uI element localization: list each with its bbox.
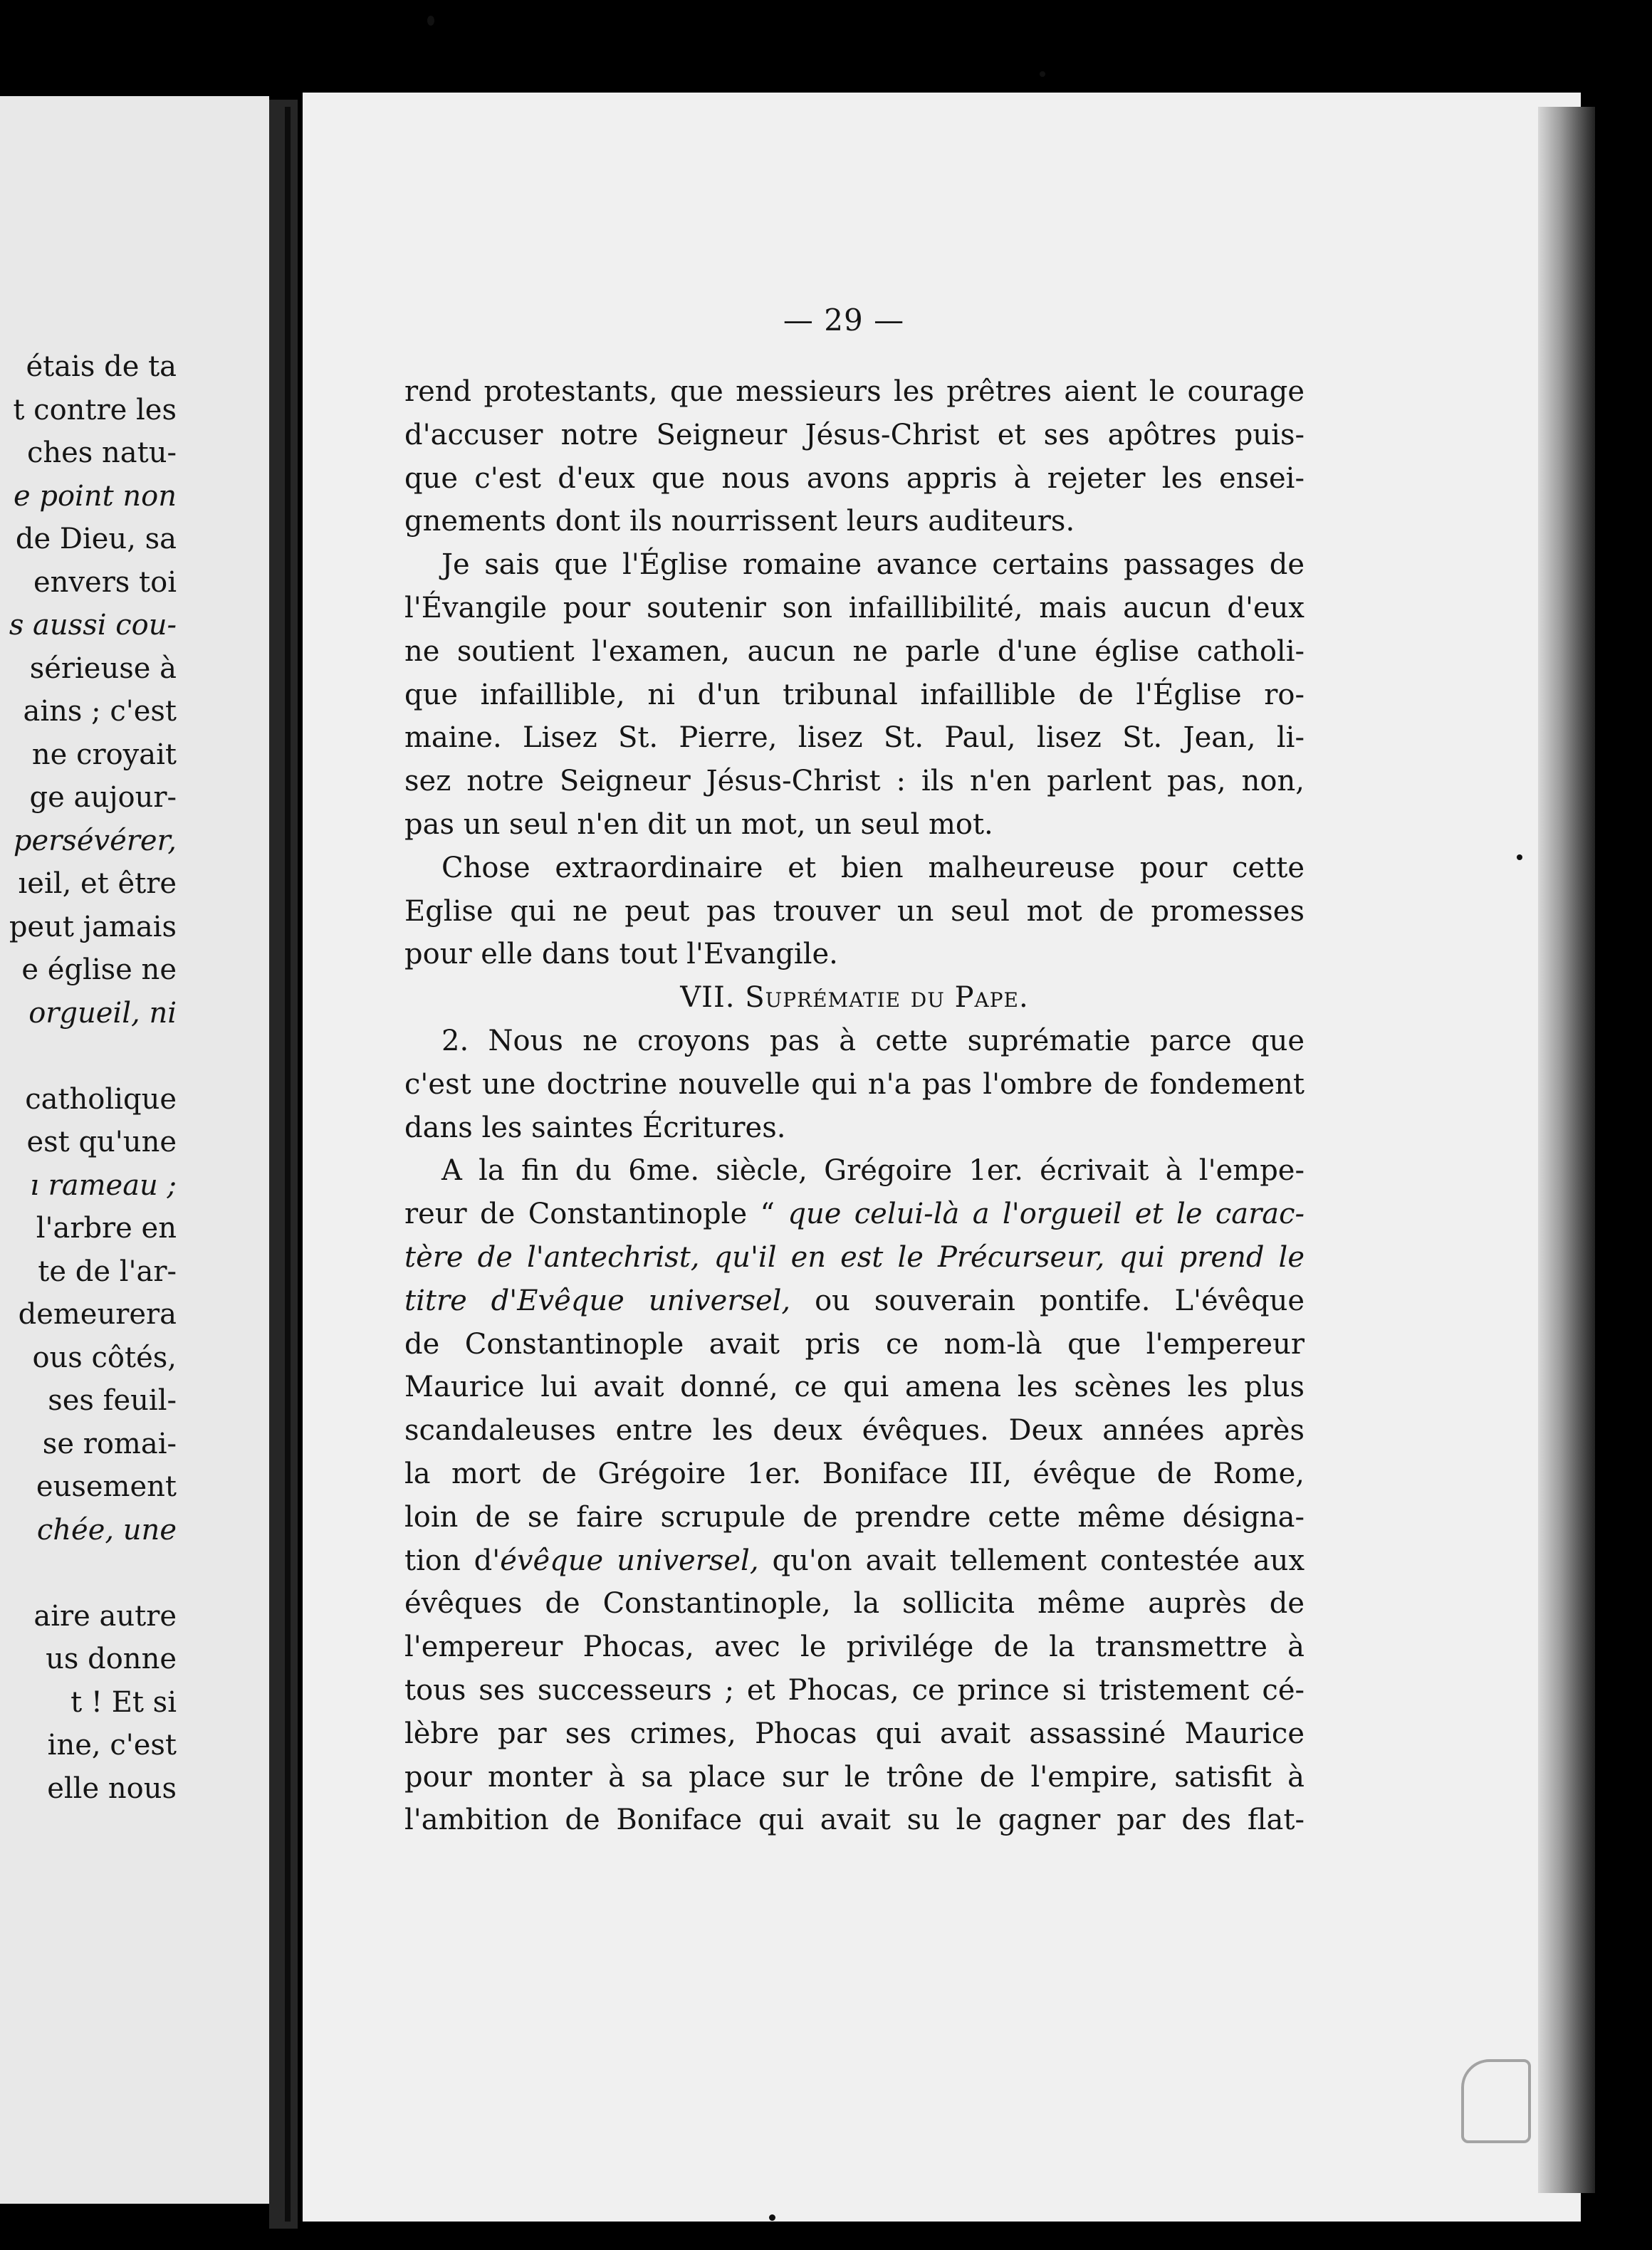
- left-facing-page: [0, 96, 269, 2204]
- text-line: la mort de Grégoire 1er. Boniface III, évêque de Rome,: [404, 1457, 1305, 1490]
- left-page-line: ge aujour-: [29, 781, 177, 814]
- left-page-line: eusement: [36, 1470, 177, 1503]
- left-page-line: us donne: [46, 1643, 177, 1675]
- text-line: [404, 1539, 1305, 1583]
- page-corner-mark: [1461, 2059, 1531, 2143]
- left-page-line: se romai-: [42, 1427, 177, 1460]
- text-run: tion d': [404, 1544, 501, 1577]
- left-page-line: t contre les: [13, 393, 177, 427]
- left-page-line: elle nous: [47, 1772, 177, 1805]
- left-page-line: ous côtés,: [32, 1341, 177, 1374]
- scan-speck: [427, 16, 434, 26]
- text-line: de Constantinople avait pris ce nom-là que l'empereur: [404, 1327, 1305, 1361]
- page-edge-shadow: [1538, 107, 1595, 2193]
- left-page-line: ses feuil-: [48, 1384, 177, 1417]
- left-page-line: t ! Et si: [70, 1685, 177, 1719]
- book-gutter: [269, 100, 298, 2229]
- text-line: gnements dont ils nourrissent leurs auditeurs.: [404, 505, 1075, 538]
- left-page-line: ches natu-: [26, 436, 177, 469]
- left-page-line: persévérer,: [13, 824, 177, 857]
- italic-quote: évêque universel,: [500, 1544, 759, 1577]
- text-line: pas un seul n'en dit un mot, un seul mot.: [404, 807, 993, 841]
- left-page-line: catholique: [25, 1082, 177, 1116]
- text-line: [404, 1193, 1305, 1236]
- text-run: reur de Constantinople “: [404, 1198, 788, 1231]
- text-line: Eglise qui ne peut pas trouver un seul mot de promesses: [404, 894, 1305, 928]
- left-page-line: [0, 1552, 177, 1595]
- scan-speck: [1040, 71, 1045, 77]
- text-line: scandaleuses entre les deux évêques. Deux années après: [404, 1414, 1305, 1448]
- text-line: d'accuser notre Seigneur Jésus-Christ et ses apôtres puis-: [404, 418, 1305, 451]
- text-line: sez notre Seigneur Jésus-Christ : ils n'en parlent pas, non,: [404, 765, 1305, 798]
- text-line: l'empereur Phocas, avec le privilége de la transmettre à: [404, 1631, 1305, 1664]
- italic-quote: que celui-là a l'orgueil et le carac-: [788, 1198, 1305, 1231]
- left-page-line: de Dieu, sa: [15, 523, 177, 555]
- left-page-line: aire autre: [33, 1599, 177, 1633]
- left-page-text: [0, 345, 177, 1810]
- italic-quote: titre d'Evêque universel,: [404, 1284, 791, 1317]
- left-page-line: te de l'ar-: [38, 1255, 177, 1288]
- left-page-line: [0, 1035, 177, 1078]
- text-run: qu'on avait tellement contestée aux: [758, 1544, 1305, 1577]
- left-page-line: peut jamais: [9, 910, 177, 943]
- left-page-line: e église ne: [21, 953, 177, 986]
- text-line: A la fin du 6me. siècle, Grégoire 1er. écrivait à l'empe-: [441, 1154, 1305, 1188]
- left-page-line: e point non: [13, 479, 177, 513]
- scan-speck: [1517, 854, 1522, 860]
- text-line: évêques de Constantinople, la sollicita même auprès de: [404, 1587, 1305, 1621]
- left-page-line: l'arbre en: [36, 1212, 177, 1245]
- text-line: Je sais que l'Église romaine avance certains passages de: [441, 548, 1305, 582]
- left-page-line: étais de ta: [26, 350, 177, 383]
- left-page-line: ne croyait: [31, 738, 177, 771]
- page-number: — 29 —: [783, 303, 905, 338]
- left-page-line: envers toi: [33, 565, 177, 599]
- text-line: 2. Nous ne croyons pas à cette suprématie parce que: [441, 1024, 1305, 1057]
- left-page-line: est qu'une: [26, 1126, 177, 1158]
- text-line: Maurice lui avait donné, ce qui amena les scènes les plus: [404, 1371, 1305, 1404]
- left-page-line: s aussi cou-: [9, 609, 177, 642]
- gutter-shadow: [285, 107, 291, 2222]
- text-line: ne soutient l'examen, aucun ne parle d'une église catholi-: [404, 634, 1305, 668]
- text-line: [404, 1236, 1305, 1280]
- text-line: pour elle dans tout l'Evangile.: [404, 938, 838, 971]
- left-page-line: ıeil, et être: [18, 867, 177, 900]
- left-page-line: ains ; c'est: [23, 695, 177, 728]
- left-page-line: demeurera: [18, 1298, 177, 1331]
- text-run: ou souverain pontife. L'évêque: [790, 1284, 1305, 1317]
- text-line: rend protestants, que messieurs les prêtres aient le courage: [404, 375, 1305, 408]
- left-page-line: orgueil, ni: [28, 996, 177, 1030]
- text-line: Chose extraordinaire et bien malheureuse pour cette: [441, 851, 1305, 884]
- text-line: c'est une doctrine nouvelle qui n'a pas l'ombre de fondement: [404, 1067, 1305, 1101]
- section-heading: VII. Suprématie du Pape.: [680, 981, 1029, 1015]
- italic-quote: tère de l'antechrist, qu'il en est le Précurseur, qui prend le: [404, 1240, 1305, 1274]
- text-line: que infaillible, ni d'un tribunal infaillible de l'Église ro-: [404, 678, 1305, 711]
- text-line: [404, 1280, 1305, 1323]
- scan-speck: [769, 2214, 775, 2221]
- text-line: l'ambition de Boniface qui avait su le gagner par des flat-: [404, 1804, 1305, 1837]
- body-text: [404, 370, 1305, 1842]
- text-line: pour monter à sa place sur le trône de l'empire, satisfit à: [404, 1760, 1305, 1794]
- text-line: dans les saintes Écritures.: [404, 1111, 786, 1144]
- text-line: loin de se faire scrupule de prendre cette même désigna-: [404, 1500, 1305, 1534]
- left-page-line: ı rameau ;: [30, 1168, 177, 1202]
- left-page-line: chée, une: [36, 1513, 177, 1547]
- text-line: maine. Lisez St. Pierre, lisez St. Paul, lisez St. Jean, li-: [404, 721, 1305, 755]
- left-page-line: sérieuse à: [29, 652, 177, 685]
- left-page-line: ine, c'est: [47, 1729, 177, 1762]
- text-line: tous ses successeurs ; et Phocas, ce prince si tristement cé-: [404, 1673, 1305, 1707]
- text-line: lèbre par ses crimes, Phocas qui avait assassiné Maurice: [404, 1717, 1305, 1750]
- text-line: que c'est d'eux que nous avons appris à rejeter les ensei-: [404, 461, 1305, 495]
- text-line: l'Évangile pour soutenir son infaillibilité, mais aucun d'eux: [404, 591, 1305, 624]
